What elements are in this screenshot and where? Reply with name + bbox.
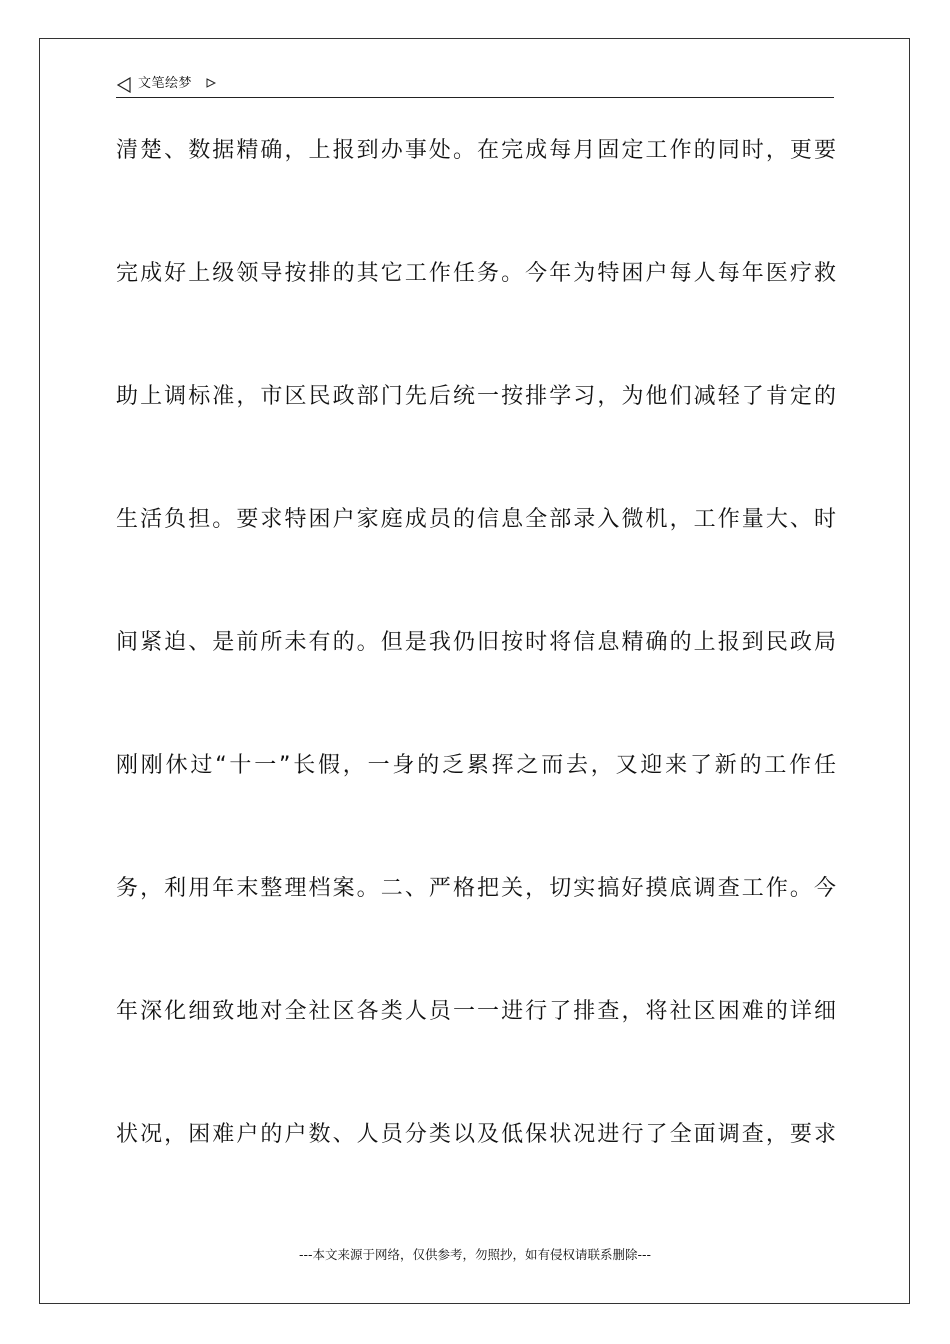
body-line: 清楚、数据精确，上报到办事处。在完成每月固定工作的同时，更要 (116, 138, 836, 163)
body-line: 务，利用年末整理档案。二、严格把关，切实搞好摸底调查工作。今 (116, 876, 836, 901)
body-line: 间紧迫、是前所未有的。但是我仍旧按时将信息精确的上报到民政局 (116, 630, 836, 655)
header-title: 文笔绘梦 (138, 76, 193, 91)
triangle-right-outline-icon (206, 78, 216, 88)
body-line: 生活负担。要求特困户家庭成员的信息全部录入微机，工作量大、时 (116, 507, 836, 532)
body-line: 刚刚休过“十一”长假，一身的乏累挥之而去，又迎来了新的工作任 (116, 753, 836, 778)
body-line: 状况，困难户的户数、人员分类以及低保状况进行了全面调查，要求 (116, 1122, 836, 1147)
page-header (116, 74, 834, 98)
body-line: 完成好上级领导按排的其它工作任务。今年为特困户每人每年医疗救 (116, 261, 836, 286)
triangle-left-outline-icon (116, 77, 132, 93)
body-line: 年深化细致地对全社区各类人员一一进行了排查，将社区困难的详细 (116, 999, 836, 1024)
page-border (39, 38, 910, 1304)
body-line: 助上调标准，市区民政部门先后统一按排学习，为他们减轻了肯定的 (116, 384, 836, 409)
footer-disclaimer: ---本文来源于网络，仅供参考，勿照抄，如有侵权请联系删除--- (298, 1247, 652, 1262)
